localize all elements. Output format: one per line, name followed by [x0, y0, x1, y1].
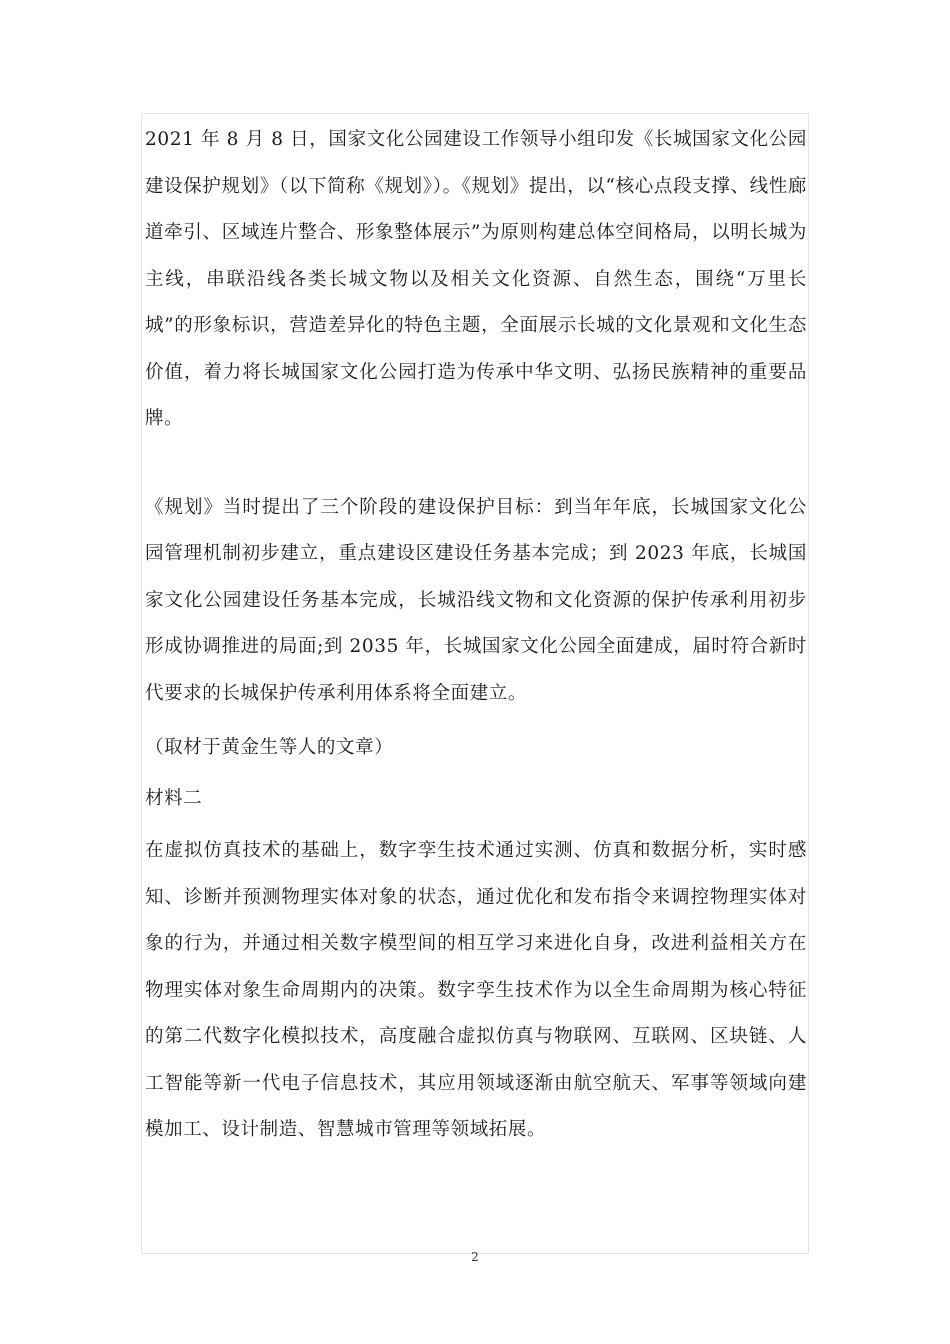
- paragraph-gap: [145, 717, 807, 725]
- page-number: 2: [471, 1250, 479, 1264]
- paragraph-plan-release: 2021 年 8 月 8 日，国家文化公园建设工作领导小组印发《长城国家文化公园建设保护规划》（以下简称《规划》）。《规划》提出，以“核心点段支撑、线性廊道牵引、区域连片整合、形象整体展示”为原则构建总体空间格局，以明长城为主线，串联沿线各类长城文物以及相关文化资源、自然生态，围绕“万里长城”的形象标识，营造差异化的特色主题，全面展示长城的文化景观和文化生态价值，着力将长城国家文化公园打造为传承中华文明、弘扬民族精神的重要品牌。: [145, 129, 807, 429]
- paragraph-gap: [145, 443, 807, 485]
- section-heading-material-two: 材料二: [145, 787, 203, 809]
- paragraph-digital-twin: 在虚拟仿真技术的基础上，数字孪生技术通过实测、仿真和数据分析，实时感知、诊断并预测物理实体对象的状态，通过优化和发布指令来调控物理实体对象的行为，并通过相关数字模型间的相互学习来进化自身，改进利益相关方在物理实体对象生命周期内的决策。数字孪生技术作为以全生命周期为核心特征的第二代数字化模拟技术，高度融合虚拟仿真与物联网、互联网、区块链、人工智能等新一代电子信息技术，其应用领域逐渐由航空航天、军事等领域向建模加工、设计制造、智慧城市管理等领域拓展。: [145, 840, 807, 1140]
- paragraph-plan-goals: 《规划》当时提出了三个阶段的建设保护目标：到当年年底，长城国家文化公园管理机制初步建立，重点建设区建设任务基本完成；到 2023 年底，长城国家文化公园建设任务基本完成，长城沿线文物和文化资源的保护传承利用初步形成协调推进的局面;到 2035 年，长城国家文化公园全面建成，届时符合新时代要求的长城保护传承利用体系将全面建立。: [145, 496, 807, 704]
- source-citation: （取材于黄金生等人的文章）: [145, 737, 394, 758]
- document-body: [145, 117, 807, 1154]
